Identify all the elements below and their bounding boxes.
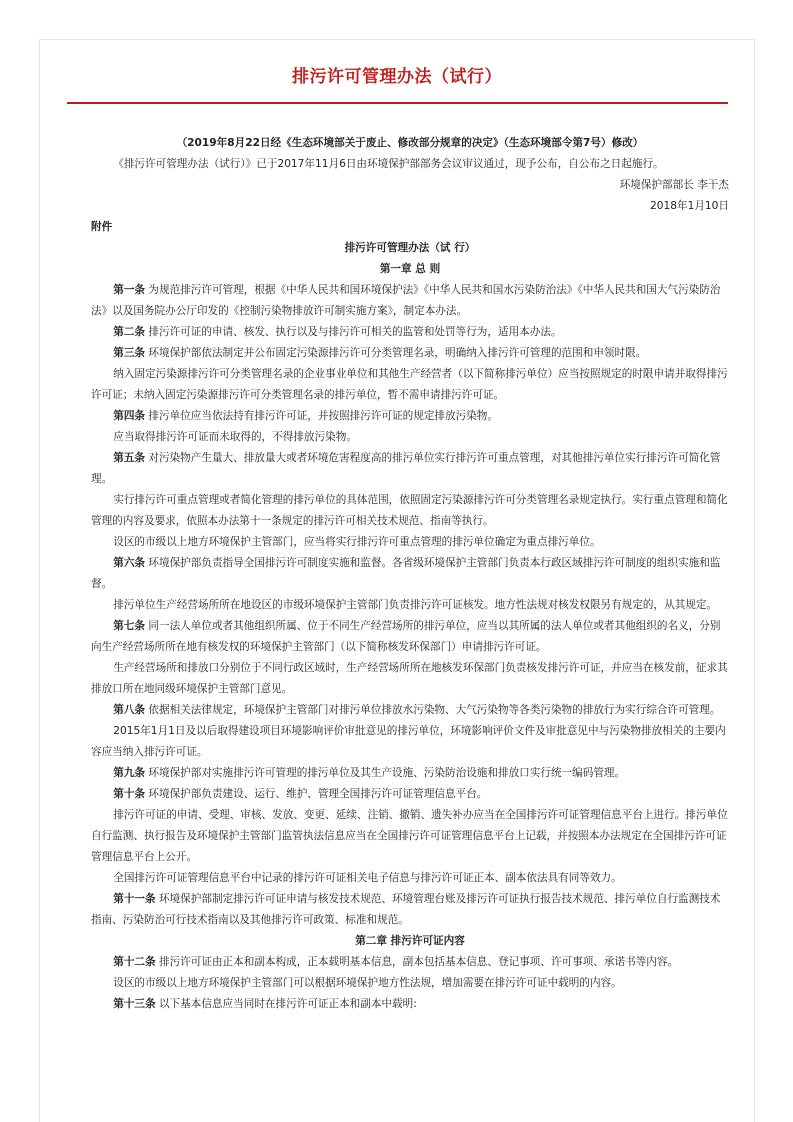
article-5-para-2: 实行排污许可重点管理或者简化管理的排污单位的具体范围，依照固定污染源排污许可分类管理名录规定执行。实行重点管理和简化管理的内容及要求，依照本办法第十一条规定的排污许可相关技术规范、指南等执行。 — [91, 494, 728, 527]
article-label: 第五条 — [113, 452, 146, 464]
article-7 — [91, 616, 729, 658]
article-text: 同一法人单位或者其他组织所属、位于不同生产经营场所的排污单位，应当以其所属的法人单位或者其他组织的名义，分别向生产经营场所所在地有核发权的环境保护主管部门（以下简称核发环保部门）申请排污许可证。 — [91, 620, 721, 653]
article-13 — [91, 994, 729, 1015]
article-text: 对污染物产生量大、排放量大或者环境危害程度高的排污单位实行排污许可重点管理，对其他排污单位实行排污许可简化管理。 — [91, 452, 721, 485]
article-8 — [91, 700, 729, 721]
article-5-para-3: 设区的市级以上地方环境保护主管部门，应当将实行排污许可重点管理的排污单位确定为重点排污单位。 — [113, 536, 601, 548]
article-5 — [91, 448, 729, 490]
article-2 — [91, 322, 729, 343]
signature: 环境保护部部长 李干杰 — [619, 179, 729, 191]
article-text: 环境保护部对实施排污许可管理的排污单位及其生产设施、污染防治设施和排放口实行统一编码管理。 — [148, 767, 626, 779]
article-4 — [91, 406, 729, 427]
article-10 — [91, 784, 729, 805]
amendment-note: （2019年8月22日经《生态环境部关于废止、修改部分规章的决定》（生态环境部令第7号）修改） — [176, 137, 644, 149]
document-page — [39, 39, 755, 1122]
article-label: 第九条 — [113, 767, 146, 779]
article-9 — [91, 763, 729, 784]
attachment-label: 附件 — [91, 221, 113, 233]
article-1 — [91, 280, 729, 322]
article-label: 第二条 — [113, 326, 146, 338]
article-3-para-2: 纳入固定污染源排污许可分类管理名录的企业事业单位和其他生产经营者（以下简称排污单位）应当按照规定的时限申请并取得排污许可证；未纳入固定污染源排污许可分类管理名录的排污单位，暂不需申请排污许可证。 — [91, 368, 728, 401]
article-text: 环境保护部制定排污许可证申请与核发技术规范、环境管理台账及排污许可证执行报告技术规范、排污单位自行监测技术指南、污染防治可行技术指南以及其他排污许可政策、标准和规范。 — [91, 893, 721, 926]
article-text: 环境保护部负责指导全国排污许可制度实施和监督。各省级环境保护主管部门负责本行政区域排污许可制度的组织实施和监督。 — [91, 557, 721, 590]
article-label: 第十二条 — [113, 956, 156, 968]
article-label: 第十三条 — [113, 998, 156, 1010]
article-label: 第六条 — [113, 557, 146, 569]
article-text: 环境保护部负责建设、运行、维护、管理全国排污许可证管理信息平台。 — [148, 788, 488, 800]
document-body — [91, 133, 729, 1015]
article-label: 第八条 — [113, 704, 146, 716]
article-label: 第十一条 — [113, 893, 156, 905]
article-text: 以下基本信息应当同时在排污许可证正本和副本中载明: — [159, 998, 417, 1010]
article-text: 环境保护部依法制定并公布固定污染源排污许可分类管理名录，明确纳入排污许可管理的范围和申领时限。 — [148, 347, 647, 359]
article-text: 排污单位应当依法持有排污许可证，并按照排污许可证的规定排放污染物。 — [148, 410, 498, 422]
article-text: 依据相关法律规定，环境保护主管部门对排污单位排放水污染物、大气污染物等各类污染物的排放行为实行综合许可管理。 — [148, 704, 721, 716]
article-7-para-2: 生产经营场所和排放口分别位于不同行政区域时，生产经营场所所在地核发环保部门负责核发排污许可证，并应当在核发前，征求其排放口所在地同级环境保护主管部门意见。 — [91, 662, 728, 695]
article-10-para-2: 排污许可证的申请、受理、审核、发放、变更、延续、注销、撤销、遗失补办应当在全国排污许可证管理信息平台上进行。排污单位自行监测、执行报告及环境保护主管部门监管执法信息应当在全国排污许可证管理信息平台上记载，并按照本办法规定在全国排污许可证管理信息平台上公开。 — [91, 809, 728, 863]
article-text: 排污许可证的申请、核发、执行以及与排污许可相关的监管和处罚等行为，适用本办法。 — [148, 326, 562, 338]
article-12 — [91, 952, 729, 973]
doc-title: 排污许可管理办法（试 行） — [344, 242, 476, 254]
article-8-para-2: 2015年1月1日及以后取得建设项目环境影响评价审批意见的排污单位，环境影响评价文件及审批意见中与污染物排放相关的主要内容应当纳入排污许可证。 — [91, 725, 726, 758]
article-label: 第一条 — [113, 284, 146, 296]
article-label: 第三条 — [113, 347, 146, 359]
title-divider — [67, 102, 728, 104]
page-title: 排污许可管理办法（试行） — [292, 67, 502, 87]
article-text: 为规范排污许可管理，根据《中华人民共和国环境保护法》《中华人民共和国水污染防治法》《中华人民共和国大气污染防治法》以及国务院办公厅印发的《控制污染物排放许可制实施方案》，制定本办法。 — [91, 284, 721, 317]
chapter-1-heading: 第一章 总 则 — [379, 263, 441, 275]
article-10-para-3: 全国排污许可证管理信息平台中记录的排污许可证相关电子信息与排污许可证正本、副本依法具有同等效力。 — [113, 872, 622, 884]
article-3 — [91, 343, 729, 364]
article-6-para-2: 排污单位生产经营场所所在地设区的市级环境保护主管部门负责排污许可证核发。地方性法规对核发权限另有规定的，从其规定。 — [113, 599, 718, 611]
article-4-para-2: 应当取得排污许可证而未取得的，不得排放污染物。 — [113, 431, 357, 443]
preamble: 《排污许可管理办法（试行）》已于2017年11月6日由环境保护部部务会议审议通过，现予公布，自公布之日起施行。 — [113, 158, 664, 170]
article-12-para-2: 设区的市级以上地方环境保护主管部门可以根据环境保护地方性法规，增加需要在排污许可证中载明的内容。 — [113, 977, 622, 989]
article-11 — [91, 889, 729, 931]
date: 2018年1月10日 — [650, 200, 729, 212]
chapter-2-heading: 第二章 排污许可证内容 — [355, 935, 465, 947]
article-label: 第十条 — [113, 788, 146, 800]
article-6 — [91, 553, 729, 595]
article-label: 第七条 — [113, 620, 146, 632]
article-text: 排污许可证由正本和副本构成，正本载明基本信息，副本包括基本信息、登记事项、许可事项、承诺书等内容。 — [159, 956, 679, 968]
article-label: 第四条 — [113, 410, 146, 422]
